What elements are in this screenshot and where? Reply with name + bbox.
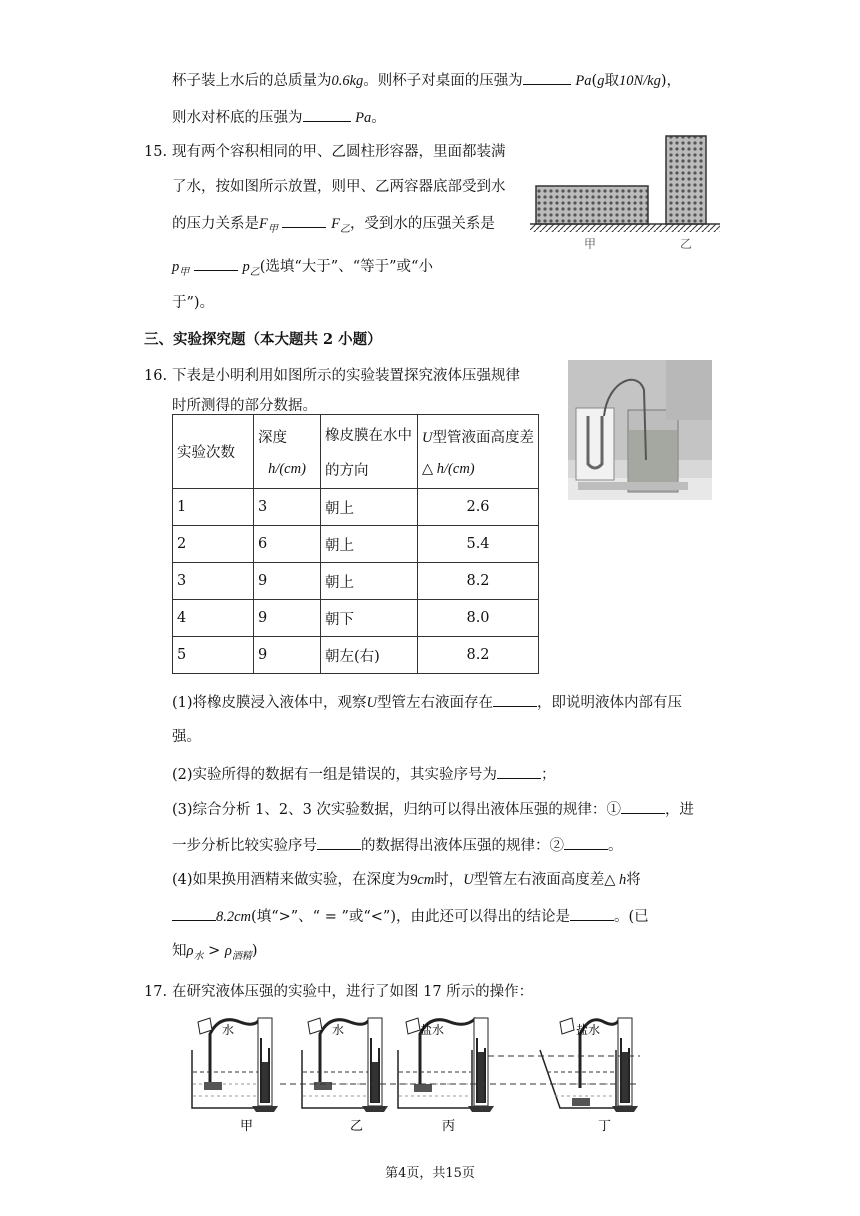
cell-height-diff: 8.2 — [418, 563, 539, 600]
answer-blank[interactable] — [493, 692, 537, 707]
cell-trial: 3 — [173, 563, 254, 600]
p16-q1-cont: 强。 — [172, 729, 201, 745]
figure-label: 丙 — [442, 1119, 456, 1134]
table-header: 橡皮膜在水中 的方向 — [321, 415, 418, 489]
ground — [530, 224, 720, 232]
cell-depth: 9 — [254, 563, 321, 600]
answer-blank[interactable] — [621, 799, 665, 814]
container-jia — [536, 186, 648, 224]
label-jia: 甲 — [583, 237, 597, 251]
figure-label: 乙 — [350, 1119, 364, 1134]
cell-height-diff: 8.2 — [418, 637, 539, 674]
figure-label: 甲 — [240, 1119, 254, 1134]
cell-trial: 4 — [173, 600, 254, 637]
page-footer: 第4页，共15页 — [385, 1166, 475, 1181]
p16-q2: (2)实验所得的数据有一组是错误的，其实验序号为 ； — [172, 764, 556, 785]
answer-blank[interactable] — [564, 835, 608, 850]
p15-line4: $p_甲$ $p_乙$(选填“大于”、“等于”或“小 — [172, 256, 433, 283]
table-row — [173, 637, 539, 674]
cell-direction: 朝下 — [321, 600, 418, 637]
figure-label: 丁 — [598, 1119, 612, 1134]
cell-direction: 朝上 — [321, 489, 418, 526]
setup-jia — [192, 1018, 278, 1134]
cell-direction: 朝上 — [321, 563, 418, 600]
table-row — [173, 526, 539, 563]
p14-line2: 则水对杯底的压强为 Pa。 — [172, 107, 386, 128]
p17-number: 17. — [144, 984, 168, 1000]
p16-q3-cont: 一步分析比较实验序号 的数据得出液体压强的规律：② 。 — [172, 835, 623, 856]
answer-blank[interactable] — [303, 107, 351, 122]
cell-depth: 3 — [254, 489, 321, 526]
container-yi — [666, 136, 706, 224]
cell-height-diff: 5.4 — [418, 526, 539, 563]
cell-trial: 2 — [173, 526, 254, 563]
answer-blank[interactable] — [172, 906, 216, 921]
table-row — [173, 563, 539, 600]
apparatus-photo — [568, 360, 712, 500]
label-yi: 乙 — [679, 237, 693, 251]
section-title: 三、实验探究题（本大题共 2 小题） — [144, 331, 382, 348]
cell-depth: 6 — [254, 526, 321, 563]
beaker-label: 水 — [222, 1023, 235, 1037]
p16-number: 16. — [144, 368, 168, 384]
beaker-label: 盐水 — [420, 1023, 445, 1037]
experiment-table — [172, 414, 539, 674]
answer-blank[interactable] — [570, 906, 614, 921]
beaker-label: 盐水 — [576, 1023, 601, 1037]
table-header: 实验次数 — [173, 415, 254, 489]
cell-depth: 9 — [254, 600, 321, 637]
p15-line1: 现有两个容积相同的甲、乙圆柱形容器，里面都装满 — [172, 144, 506, 160]
p14-line1: 杯子装上水后的总质量为0.6kg。则杯子对桌面的压强为 Pa(g取10N/kg)， — [172, 70, 681, 91]
beaker-label: 水 — [332, 1023, 345, 1037]
p17-figure — [170, 1008, 650, 1138]
cell-height-diff: 2.6 — [418, 489, 539, 526]
cell-direction: 朝左(右) — [321, 637, 418, 674]
answer-blank[interactable] — [282, 213, 326, 228]
answer-blank[interactable] — [497, 764, 541, 779]
p15-line2: 了水，按如图所示放置，则甲、乙两容器底部受到水 — [172, 179, 506, 195]
cell-trial: 5 — [173, 637, 254, 674]
table-header-row — [173, 415, 539, 489]
p16-q4: (4)如果换用酒精来做实验，在深度为9cm时，U型管左右液面高度差△ h将 — [172, 872, 641, 888]
p15-number: 15. — [144, 144, 168, 160]
p15-line3: 的压力关系是$F_甲$ $F_乙$，受到水的压强关系是 — [172, 213, 495, 240]
p17-line1: 在研究液体压强的实验中，进行了如图 17 所示的操作： — [172, 984, 534, 1000]
setup-yi — [302, 1018, 388, 1134]
p16-q1: (1)将橡皮膜浸入液体中，观察U型管左右液面存在 ，即说明液体内部有压 — [172, 692, 682, 713]
p15-container-figure — [530, 128, 720, 253]
answer-blank[interactable] — [523, 70, 571, 85]
p16-line1: 下表是小明利用如图所示的实验装置探究液体压强规律 — [172, 368, 520, 384]
setup-ding — [540, 1018, 638, 1134]
answer-blank[interactable] — [317, 835, 361, 850]
table-header: U型管液面高度差 △ h/(cm) — [418, 415, 539, 489]
cell-depth: 9 — [254, 637, 321, 674]
table-row — [173, 600, 539, 637]
table-row — [173, 489, 539, 526]
cell-height-diff: 8.0 — [418, 600, 539, 637]
p16-line2: 时所测得的部分数据。 — [172, 398, 317, 414]
p16-q4-cont2: 知$\rho_水 > \rho_{酒精}$) — [172, 943, 258, 962]
cell-trial: 1 — [173, 489, 254, 526]
setup-bing — [398, 1018, 494, 1134]
p16-q3: (3)综合分析 1、2、3 次实验数据，归纳可以得出液体压强的规律：① ，进 — [172, 799, 694, 820]
p16-q4-cont: 8.2cm(填“>”、“ = ”或“<”)，由此还可以得出的结论是 。(已 — [172, 906, 649, 927]
answer-blank[interactable] — [194, 256, 238, 271]
table-header: 深度 h/(cm) — [254, 415, 321, 489]
cell-direction: 朝上 — [321, 526, 418, 563]
p15-line5: 于”)。 — [172, 295, 215, 311]
